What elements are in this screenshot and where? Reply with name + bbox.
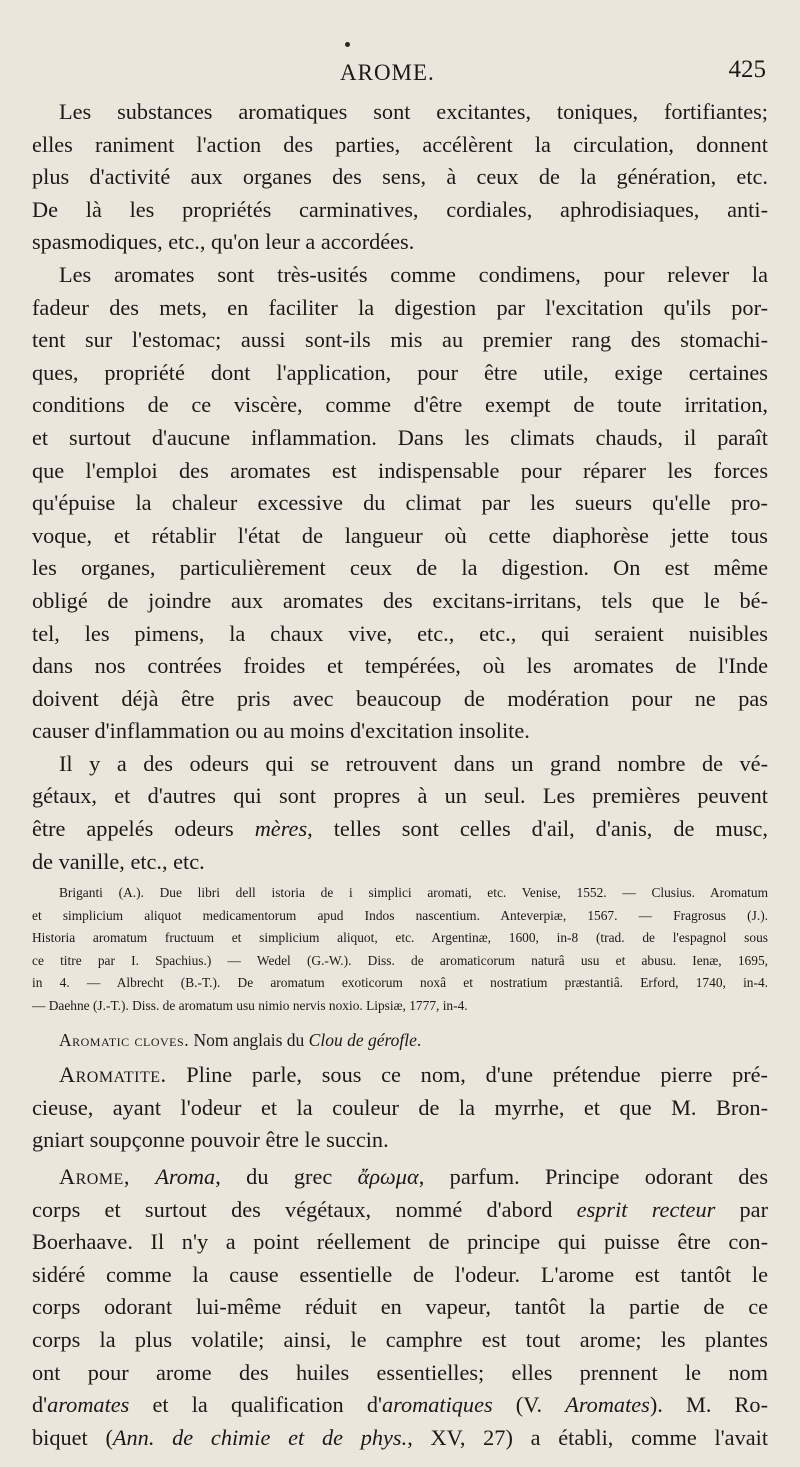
emphasis-aromates: aromates [47, 1392, 130, 1418]
reference-line: Historia aromatum fructuum et simplicium aliquot, etc. Argentinæ, 1600, in-8 (trad. de l'espagnol sous [32, 930, 768, 946]
text-line: Les substances aromatiques sont excitantes, toniques, fortifiantes; [59, 99, 768, 124]
entry-aromatite [32, 1059, 768, 1157]
text-line: Les aromates sont très-usités comme condimens, pour relever la [59, 261, 768, 287]
page-body [32, 96, 768, 1454]
greek-word: ἄρωμα [357, 1164, 419, 1190]
text-line: Il y a des odeurs qui se retrouvent dans un grand nombre de vé- [59, 750, 768, 776]
text-run: . [416, 1030, 422, 1051]
text-line [32, 1161, 768, 1194]
reference-line: in 4. — Albrecht (B.-T.). De aromatum exoticorum noxâ et nostratium præstantiâ. Erford, 1740, in-4. [32, 975, 768, 991]
entry-term: Aromatite. [59, 1062, 167, 1088]
text-line: sidéré comme la cause essentielle de l'odeur. L'arome est tantôt le [32, 1261, 768, 1287]
text-line: et surtout d'aucune inflammation. Dans les climats chauds, il paraît [32, 424, 768, 450]
text-run: , parfum. Principe odorant des [418, 1164, 768, 1190]
emphasis-aroma: Aroma [155, 1164, 216, 1190]
text-line: obligé de joindre aux aromates des excitans-irritans, tels que le bé- [32, 587, 768, 613]
emphasis-aromates-ref: Aromates [565, 1392, 650, 1418]
text-line [32, 813, 768, 846]
text-run: , du grec [215, 1164, 358, 1190]
text-line: gniart soupçonne pouvoir être le succin. [32, 1127, 389, 1153]
emphasis-aromatiques: aromatiques [381, 1392, 493, 1418]
text-line: ont pour arome des huiles essentielles; elles prennent le nom [32, 1359, 768, 1385]
text-line: que l'emploi des aromates est indispensable pour réparer les forces [32, 457, 768, 483]
bibliography [32, 882, 768, 1017]
text-line: tel, les pimens, la chaux vive, etc., etc., qui seraient nuisibles [32, 620, 768, 646]
text-line [32, 1059, 768, 1092]
reference-line: et simplicium aliquot medicamentorum apud Indos nascentium. Anteverpiæ, 1567. — Fragrosus (J.). [32, 907, 768, 923]
text-run: Nom anglais du [189, 1030, 309, 1051]
reference-line: Briganti (A.). Due libri dell istoria de i simplici aromati, etc. Venise, 1552. — Clusius. Aromatum [59, 885, 768, 901]
entry-aromatic-cloves [32, 1025, 768, 1055]
text-run: , telles sont celles d'ail, d'anis, de musc, [307, 816, 768, 842]
text-line: ques, propriété dont l'application, pour être utile, exige certaines [32, 359, 768, 385]
text-line: spasmodiques, etc., qu'on leur a accordées. [32, 229, 415, 255]
text-run: ). M. Ro- [649, 1392, 768, 1418]
text-line: de vanille, etc., etc. [32, 848, 205, 874]
text-line: plus d'activité aux organes des sens, à ceux de la génération, etc. [32, 164, 768, 190]
text-line: elles raniment l'action des parties, accélèrent la circulation, donnent [32, 131, 768, 157]
text-line: cieuse, ayant l'odeur et la couleur de la myrrhe, et que M. Bron- [32, 1094, 768, 1120]
text-run: (V. [492, 1392, 566, 1418]
entry-term: Arome, [59, 1164, 130, 1190]
text-line [32, 1422, 768, 1455]
paragraph-condiments [32, 259, 768, 748]
ink-speck [345, 42, 350, 47]
text-line: Boerhaave. Il n'y a point réellement de principe qui puisse être con- [32, 1229, 768, 1255]
text-line: voque, et rétablir l'état de langueur où cette diaphorèse jette tous [32, 522, 768, 548]
emphasis-meres: mères [254, 816, 308, 842]
text-line: qu'épuise la chaleur excessive du climat par les sueurs qu'elle pro- [32, 490, 768, 516]
text-run: corps et surtout des végétaux, nommé d'abord [32, 1196, 577, 1222]
text-run: biquet ( [32, 1424, 113, 1450]
reference-line: ce titre par I. Spachius.) — Wedel (G.-W.). Diss. de aromaticorum naturâ usu et abusu. Ienæ, 1695, [32, 952, 768, 968]
reference-line: — Daehne (J.-T.). Diss. de aromatum usu nimio nervis noxio. Lipsiæ, 1777, in-4. [32, 997, 468, 1013]
emphasis-journal: Ann. de chimie et de phys. [112, 1424, 408, 1450]
text-run [130, 1164, 155, 1189]
text-line: De là les propriétés carminatives, cordiales, aphrodisiaques, anti- [32, 196, 768, 222]
emphasis-esprit-recteur: esprit recteur [576, 1196, 716, 1222]
text-line: conditions de ce viscère, comme d'être exempt de toute irritation, [32, 392, 768, 418]
emphasis-clou: Clou de gérofle [308, 1030, 417, 1051]
text-run: , XV, 27) a établi, comme l'avait [407, 1424, 768, 1450]
running-title: AROME. [340, 60, 435, 85]
text-line [32, 1194, 768, 1227]
text-line [32, 1389, 768, 1422]
text-line: causer d'inflammation ou au moins d'excitation insolite. [32, 718, 530, 744]
text-line: corps la plus volatile; ainsi, le camphre est tout arome; les plantes [32, 1327, 768, 1352]
page-number: 425 [728, 56, 766, 83]
text-run: d' [32, 1392, 48, 1418]
text-line: fadeur des mets, en faciliter la digestion par l'excitation qu'ils por- [32, 294, 768, 320]
text-line: gétaux, et d'autres qui sont propres à un seul. Les premières peuvent [32, 783, 768, 809]
text-line: corps odorant lui-même réduit en vapeur, tantôt la partie de ce [32, 1294, 768, 1320]
entry-arome [32, 1161, 768, 1454]
text-run: et la qualification d' [129, 1392, 382, 1418]
text-line: doivent déjà être pris avec beaucoup de modération pour ne pas [32, 685, 768, 711]
text-line: les organes, particulièrement ceux de la digestion. On est même [32, 555, 768, 581]
text-line: tent sur l'estomac; aussi sont-ils mis au premier rang des stomachi- [32, 327, 768, 353]
paragraph-aromatic-effects [32, 96, 768, 259]
text-run: Pline parle, sous ce nom, d'une prétendue pierre pré- [166, 1062, 768, 1088]
running-head [0, 56, 800, 92]
text-run: être appelés odeurs [32, 816, 255, 842]
text-run: par [715, 1196, 768, 1222]
text-line: dans nos contrées froides et tempérées, où les aromates de l'Inde [32, 653, 768, 679]
paragraph-odeurs [32, 748, 768, 878]
entry-term: Aromatic cloves. [59, 1030, 190, 1051]
